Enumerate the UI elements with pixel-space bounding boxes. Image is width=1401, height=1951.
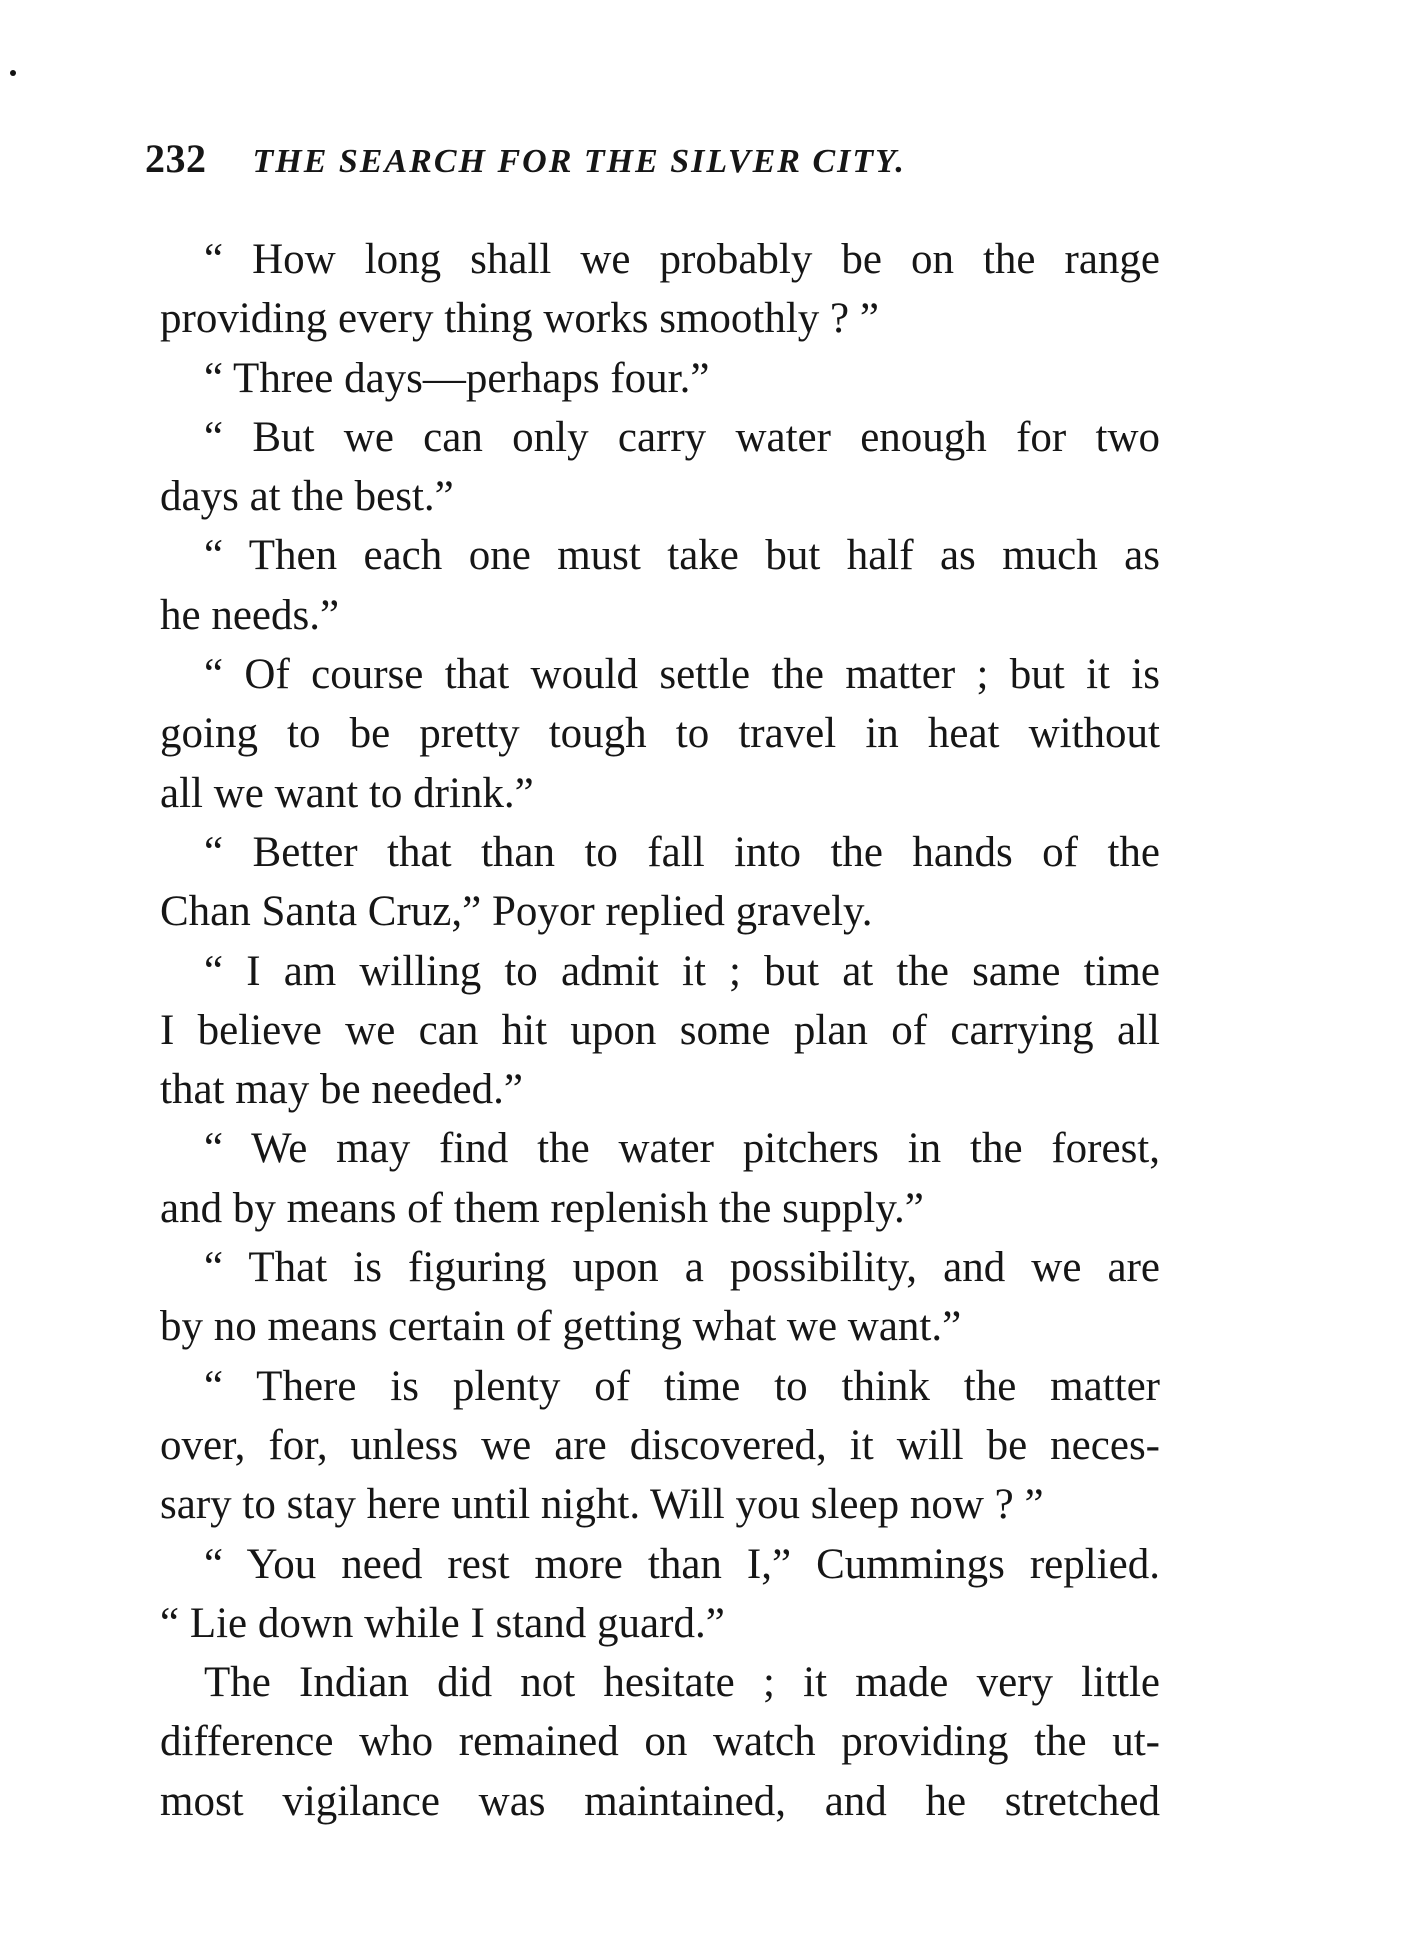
text-line: difference who remained on watch providing the ut-: [160, 1718, 1160, 1766]
page-number: 232: [145, 136, 207, 181]
text-line: “ That is figuring upon a possibility, and we are: [204, 1244, 1160, 1292]
text-line: “ Lie down while I stand guard.”: [160, 1599, 725, 1647]
text-line: “ We may find the water pitchers in the forest,: [204, 1125, 1160, 1173]
text-line: “ Then each one must take but half as much as: [204, 532, 1160, 580]
text-line: “ How long shall we probably be on the range: [204, 236, 1160, 283]
text-line: “ You need rest more than I,” Cummings replied.: [204, 1540, 1160, 1588]
text-line: going to be pretty tough to travel in heat without: [160, 710, 1160, 758]
text-line: over, for, unless we are discovered, it will be neces-: [160, 1421, 1160, 1469]
text-line: “ But we can only carry water enough for two: [204, 413, 1160, 461]
text-line: all we want to drink.”: [160, 769, 534, 817]
text-line: “ I am willing to admit it ; but at the same time: [204, 947, 1160, 995]
text-line: “ Three days—perhaps four.”: [204, 354, 710, 402]
text-line: “ Better that than to fall into the hands of the: [204, 828, 1160, 876]
running-title: THE SEARCH FOR THE SILVER CITY.: [252, 143, 906, 180]
body-text: [160, 230, 1160, 1831]
text-line: and by means of them replenish the supply.”: [160, 1184, 924, 1232]
text-line: days at the best.”: [160, 473, 454, 521]
text-line: The Indian did not hesitate ; it made very little: [204, 1659, 1160, 1707]
page-header: [145, 135, 1165, 195]
text-line: I believe we can hit upon some plan of carrying all: [160, 1006, 1160, 1054]
text-line: “ There is plenty of time to think the matter: [204, 1362, 1160, 1410]
ink-speck: [10, 70, 16, 76]
text-line: by no means certain of getting what we want.”: [160, 1303, 962, 1351]
text-line: he needs.”: [160, 591, 340, 639]
text-line: that may be needed.”: [160, 1066, 523, 1114]
text-line: providing every thing works smoothly ? ”: [160, 295, 879, 343]
text-line: “ Of course that would settle the matter ; but it is: [204, 651, 1160, 699]
text-line: Chan Santa Cruz,” Poyor replied gravely.: [160, 888, 873, 936]
text-line: sary to stay here until night. Will you sleep now ? ”: [160, 1481, 1044, 1529]
text-line: most vigilance was maintained, and he stretched: [160, 1777, 1160, 1825]
